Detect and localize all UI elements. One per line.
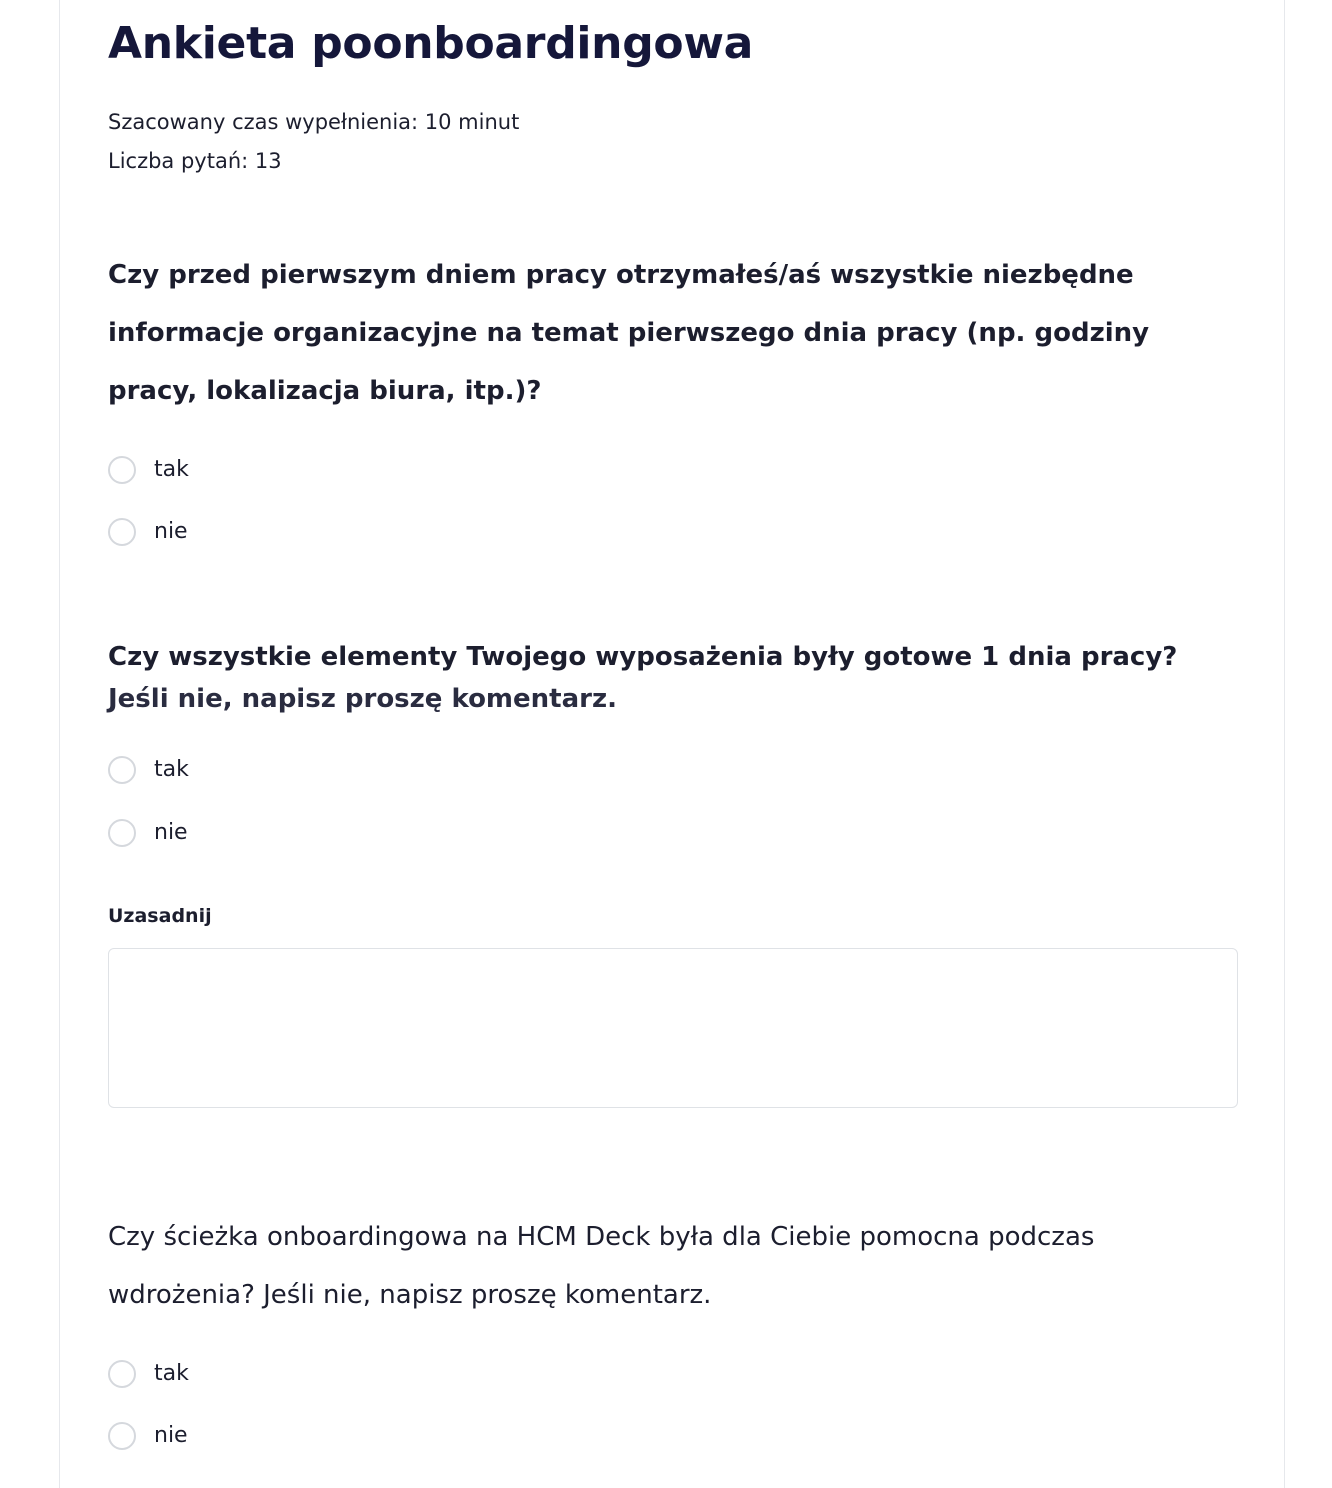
radio-button[interactable] (108, 1360, 136, 1388)
radio-button[interactable] (108, 456, 136, 484)
question-1-option-nie[interactable] (108, 515, 188, 549)
radio-button[interactable] (108, 1422, 136, 1450)
question-1-option-tak[interactable] (108, 453, 189, 487)
comment-textarea[interactable] (108, 948, 1238, 1108)
survey-card (59, 0, 1285, 1488)
option-label: tak (154, 457, 189, 482)
radio-button[interactable] (108, 756, 136, 784)
question-3-title: Czy ścieżka onboardingowa na HCM Deck była dla Ciebie pomocna podczas wdrożenia? Jeśli nie, napisz proszę komentarz. (108, 1222, 1095, 1310)
option-label: nie (154, 519, 188, 544)
question-3-option-nie[interactable] (108, 1419, 188, 1453)
option-label: tak (154, 757, 189, 782)
question-count-text: Liczba pytań: 13 (108, 149, 282, 173)
radio-button[interactable] (108, 819, 136, 847)
question-2-title (108, 636, 1238, 720)
option-label: nie (154, 1423, 188, 1448)
question-1-title: Czy przed pierwszym dniem pracy otrzymałeś/aś wszystkie niezbędne informacje organizacyjne na temat pierwszego dnia pracy (np. godziny pracy, lokalizacja biura, itp.)? (108, 260, 1150, 406)
comment-label: Uzasadnij (108, 905, 212, 927)
question-2-option-tak[interactable] (108, 753, 189, 787)
option-label: tak (154, 1361, 189, 1386)
radio-button[interactable] (108, 518, 136, 546)
option-label: nie (154, 820, 188, 845)
question-3-option-tak[interactable] (108, 1357, 189, 1391)
question-2-main-text: Czy wszystkie elementy Twojego wyposażenia były gotowe 1 dnia pracy? (108, 642, 1178, 672)
survey-title: Ankieta poonboardingowa (108, 18, 754, 69)
question-2-option-nie[interactable] (108, 816, 188, 850)
question-2-hint-text: Jeśli nie, napisz proszę komentarz. (108, 684, 617, 714)
estimated-time-text: Szacowany czas wypełnienia: 10 minut (108, 110, 520, 134)
